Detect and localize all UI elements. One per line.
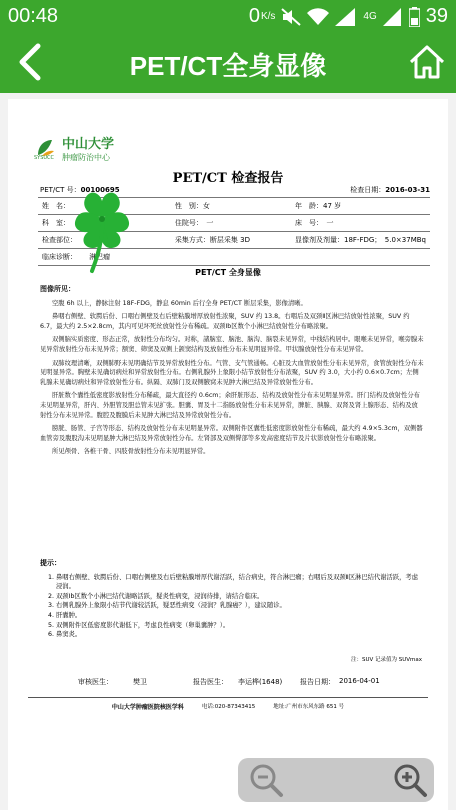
info-row: 姓 名： 性 别：女 年 龄：47 岁 xyxy=(38,198,430,215)
impression-item: 4. 肝囊肿。 xyxy=(56,611,424,621)
wifi-icon xyxy=(307,8,329,26)
hospital-name: 中山大学 xyxy=(62,137,115,152)
hospital-logo xyxy=(34,133,114,163)
report-date-label: 报告日期： xyxy=(300,678,335,686)
finding-paragraph: 双侧脑实质密度、形态正常，放射性分布均匀。对称，諸脑室、脑池、脑沟、脑裂未见异常，中线结构居中。眼喉未见异常，喉旁腺未见异常放射性分布未见异常；额窦、筛窦及双侧上颌窦结构及放射性分布未见明显异常。甲状腺放射性分布未见异常。 xyxy=(40,336,424,353)
pet-no: 00100695 xyxy=(80,186,120,194)
impression-item: 1. 鼻咽右侧壁、软腭后份、口咽右侧壁及右后壁粘膜增厚代谢活跃，结合病史，符合淋巴瘤；右咽后及双颈Ⅱ区淋巴结代谢活跃，考虑浸润。 xyxy=(56,573,424,592)
hospital-abbr: SYSUCC xyxy=(34,155,55,161)
impression-heading: 提示： xyxy=(40,559,61,567)
signal-icon-2 xyxy=(383,8,403,26)
impression-list xyxy=(40,573,424,640)
finding-paragraph: 空腹 6h 以上，静脉注射 18F-FDG，静息 60min 后行全身 PET/CT 断层采集，影像清晰。 xyxy=(52,299,307,307)
impression-section xyxy=(40,559,424,640)
footer-org: 中山大学肿瘤医院核医学科 xyxy=(111,704,184,711)
physician-name: 樊卫 xyxy=(133,678,147,686)
home-icon[interactable] xyxy=(408,44,446,80)
status-bar xyxy=(0,0,456,32)
zoom-out-icon[interactable] xyxy=(248,762,284,798)
network-type: 4G xyxy=(363,10,377,22)
department-name: 肿瘤防治中心 xyxy=(62,153,110,162)
finding-paragraph: 双肺纹理清晰，双侧肺野未见明确结节及异常放射性分布。气管、支气管通畅。心脏及大血管放射性分布未见异常，食管放射性分布未见明显异常。胸壁未见确切病灶和异常放射性分布。右侧乳腺外上象限小结节放射性分布浓聚，SUV 约 3.0，大小约 0.6×0.7cm；左侧乳腺未见确切病灶和异常放射性分布。纵隔、双肺门及双侧腋窝未见肿大淋巴结及异常放射性分布。 xyxy=(40,359,424,386)
net-speed: 0 K/s xyxy=(248,5,276,27)
section-title: PET/CT 全身显像 xyxy=(195,268,261,277)
impression-item: 2. 双颈Ⅰb区数个小淋巴结代谢略活跃，疑炎性病变，浸润待排，请结合临床。 xyxy=(56,592,424,602)
findings-section xyxy=(40,285,424,461)
zoom-controls xyxy=(238,758,434,802)
reporter-label: 报告医生： xyxy=(193,678,228,686)
report-date: 2016-04-01 xyxy=(339,677,380,685)
exam-date: 检查日期：2016-03-31 xyxy=(350,186,430,194)
findings-heading: 图像所见： xyxy=(40,285,75,293)
footer-address: 地址:广州市东风东路 651 号 xyxy=(273,704,345,710)
battery-level: 39 xyxy=(425,5,448,27)
info-row: 科 室： 住院号： 一 床 号： 一 xyxy=(38,215,430,232)
app-header xyxy=(0,32,456,93)
page-title: PET/CT全身显像 xyxy=(129,51,327,81)
impression-item: 6. 鼻窦炎。 xyxy=(56,630,424,640)
info-row: 检查部位： 采集方式：断层采集 3D 显像剂及剂量：18F-FDG； 5.0×37MBq xyxy=(38,232,430,249)
status-icons xyxy=(249,5,448,28)
impression-item: 5. 双侧附件区低密度影代谢低下，考虑良性病变（卵巢囊肿？）。 xyxy=(56,621,424,631)
finding-paragraph: 鼻咽右侧壁、软腭后份、口咽右侧壁及右后壁粘膜增厚放射性浓聚，SUV 约 13.8。右咽后及双颈Ⅱ区淋巴结放射性浓聚，SUV 约 6.7，最大约 2.5×2.8cm，其内可见坏死丝放射性分布稀疏。双颈Ⅰb区数个小淋巴结放射性分布略浓聚。 xyxy=(40,313,410,330)
finding-paragraph: 肝脏数个囊性低密度影放射性分布稀疏，最大直径约 0.6cm；余肝脏形态、结构及放射性分布未见明显异常。肝门结构及放射性分布未见明显异常，肝内、外胆管及胆总管未见扩张。胆囊、胃及十二指肠放射性分布未见异常，脾脏、胰腺、双肾及肾上腺形态、结构及放射性分布未见异常。腹腔及腹膜后未见肿大淋巴结及异常放射性分布。 xyxy=(40,392,420,419)
finding-paragraph: 膀胱、肠管、子宫等形态、结构及放射性分布未见明显异常。双侧附件区囊性低密度影放射性分布稀疏，最大约 4.9×5.3cm，双侧髂血管旁及腹股沟未见明显肿大淋巴结及异常放射性分布。左肾部及双侧臀部等多发高密度结节及片状影放射性分布略浓聚。 xyxy=(40,425,423,442)
signal-icon xyxy=(335,8,357,26)
report-title: PET/CT 检查报告 xyxy=(172,171,284,186)
info-row: 临床诊断： 淋巴瘤 xyxy=(38,249,430,266)
report-document[interactable] xyxy=(8,99,448,810)
suv-note: 注：SUV 记录值为 SUVmax xyxy=(350,657,422,663)
signature-line xyxy=(78,677,438,687)
report-footer xyxy=(28,697,428,711)
finding-paragraph: 所见颅骨、各椎干骨、四肢骨放射性分布未见明显异常。 xyxy=(52,448,210,456)
clover-sticker-icon xyxy=(66,181,138,276)
mute-icon xyxy=(281,8,301,26)
impression-item: 3. 右侧乳腺外上象限小结节代谢较活跃，疑恶性病变（浸润？乳腺癌？），建议随诊。 xyxy=(56,601,424,611)
battery-icon xyxy=(409,7,420,27)
zoom-in-icon[interactable] xyxy=(392,762,428,798)
pet-no-label: PET/CT 号： xyxy=(40,186,81,194)
status-time: 00:48 xyxy=(8,5,59,27)
footer-phone: 电话:020-87343415 xyxy=(201,704,256,710)
reporter-name: 李运桦(1648) xyxy=(238,678,283,686)
physician-label: 审核医生： xyxy=(78,678,113,686)
